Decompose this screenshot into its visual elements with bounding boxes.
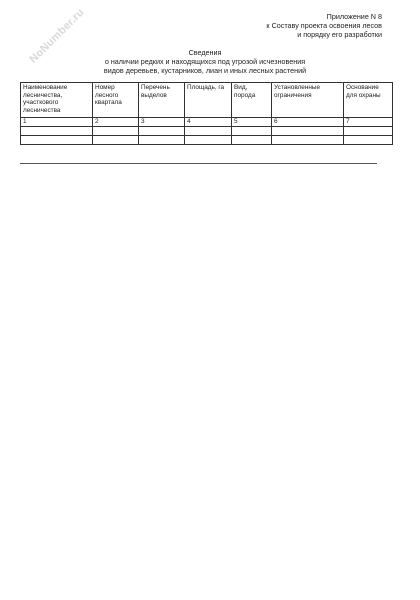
watermark: NoNumber.ru: [27, 6, 87, 66]
title-line-2: о наличии редких и находящихся под угрозой исчезновения: [104, 57, 306, 66]
column-number-cell: 4: [185, 118, 232, 127]
header-cell-species: Вид, порода: [232, 83, 272, 118]
column-number-row: [21, 118, 393, 127]
header-cell-forestry: Наименование лесничества, участкового лесничества: [21, 83, 93, 118]
column-number-cell: 1: [21, 118, 93, 127]
column-number-cell: 5: [232, 118, 272, 127]
empty-cell: [139, 127, 185, 136]
data-table: [20, 82, 393, 145]
appendix-line-2: к Составу проекта освоения лесов: [266, 21, 382, 30]
header-cell-area: Площадь, га: [185, 83, 232, 118]
table-row: [21, 136, 393, 145]
header-cell-allotments: Перечень выделов: [139, 83, 185, 118]
appendix-reference: [202, 12, 382, 39]
empty-cell: [139, 136, 185, 145]
header-cell-protection-basis: Основание для охраны: [344, 83, 393, 118]
table-header-row: [21, 83, 393, 118]
appendix-line-3: и порядку его разработки: [297, 30, 382, 39]
column-number-cell: 7: [344, 118, 393, 127]
empty-cell: [185, 127, 232, 136]
empty-cell: [272, 136, 344, 145]
title-line-1: Сведения: [188, 48, 222, 57]
table-row: [21, 127, 393, 136]
empty-cell: [344, 127, 393, 136]
column-number-cell: 3: [139, 118, 185, 127]
title-line-3: видов деревьев, кустарников, лиан и иных лесных растений: [103, 66, 307, 75]
empty-cell: [185, 136, 232, 145]
appendix-line-1: Приложение N 8: [326, 12, 382, 21]
column-number-cell: 2: [93, 118, 139, 127]
header-cell-restrictions: Установленные ограничения: [272, 83, 344, 118]
empty-cell: [21, 127, 93, 136]
empty-cell: [21, 136, 93, 145]
header-cell-quarter-number: Номер лесного квартала: [93, 83, 139, 118]
document-title: [60, 48, 350, 75]
empty-cell: [93, 127, 139, 136]
empty-cell: [93, 136, 139, 145]
empty-cell: [232, 127, 272, 136]
empty-cell: [344, 136, 393, 145]
column-number-cell: 6: [272, 118, 344, 127]
separator-line: [20, 163, 377, 164]
empty-cell: [232, 136, 272, 145]
empty-cell: [272, 127, 344, 136]
